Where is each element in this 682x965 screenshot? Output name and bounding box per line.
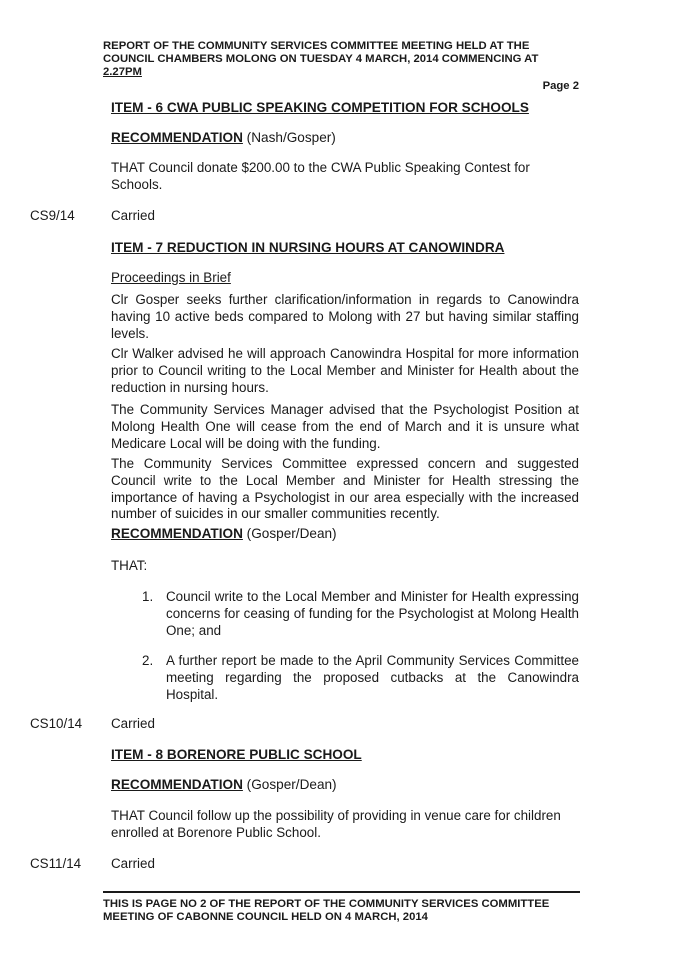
recommendation-label: RECOMMENDATION xyxy=(111,777,243,792)
item-8-recommendation xyxy=(111,777,581,792)
item-6-body-line-2: Schools. xyxy=(111,177,163,192)
item-7-outcome: Carried xyxy=(111,716,155,731)
item-6-body-line-1: THAT Council donate $200.00 to the CWA Public Speaking Contest for xyxy=(111,160,530,175)
item-8-body-line-1: THAT Council follow up the possibility of providing in venue care for children xyxy=(111,808,561,823)
item-7-resolution-number: CS10/14 xyxy=(30,716,83,731)
report-footer xyxy=(103,898,579,924)
recommendation-label: RECOMMENDATION xyxy=(111,130,243,145)
item-7-paragraph-3: The Community Services Manager advised that the Psychologist Position at Molong Health One will cease from the end of March and it is unsure what Medicare Local will be doing with the funding. xyxy=(111,402,579,451)
recommendation-label: RECOMMENDATION xyxy=(111,526,243,541)
item-6-heading: ITEM - 6 CWA PUBLIC SPEAKING COMPETITION FOR SCHOOLS xyxy=(111,100,529,115)
item-7-recommendation xyxy=(111,526,581,541)
item-6-recommendation xyxy=(111,130,581,145)
item-7-paragraph-1: Clr Gosper seeks further clarification/information in regards to Canowindra having 10 active beds compared to Molong with 27 but having similar staffing levels. xyxy=(111,292,579,341)
list-item-text: Council write to the Local Member and Minister for Health expressing concerns for ceasing of funding for the Psychologist at Molong Health One; and xyxy=(166,589,579,638)
item-7-paragraph-4: The Community Services Committee expressed concern and suggested Council write to the Local Member and Minister for Health stressing the importance of having a Psychologist in our area especially with the increased number of suicides in our smaller communities recently. xyxy=(111,456,579,522)
header-line-2: COUNCIL CHAMBERS MOLONG ON TUESDAY 4 MARCH, 2014 COMMENCING AT xyxy=(103,53,539,65)
item-7-paragraph-2: Clr Walker advised he will approach Canowindra Hospital for more information prior to Council writing to the Local Member and Minister for Health about the reduction in nursing hours. xyxy=(111,346,579,395)
item-6-resolution-number: CS9/14 xyxy=(30,208,75,223)
list-item-number: 2. xyxy=(142,653,154,668)
recommendation-movers: (Nash/Gosper) xyxy=(242,130,336,145)
item-8-heading: ITEM - 8 BORENORE PUBLIC SCHOOL xyxy=(111,747,362,762)
item-6-outcome: Carried xyxy=(111,208,155,223)
item-8-body-line-2: enrolled at Borenore Public School. xyxy=(111,825,321,840)
header-line-1: REPORT OF THE COMMUNITY SERVICES COMMITTEE MEETING HELD AT THE xyxy=(103,40,530,52)
item-7-that: THAT: xyxy=(111,558,148,573)
item-8-outcome: Carried xyxy=(111,856,155,871)
recommendation-movers: (Gosper/Dean) xyxy=(242,526,337,541)
list-item-number: 1. xyxy=(142,589,154,604)
footer-line-2: MEETING OF CABONNE COUNCIL HELD ON 4 MARCH, 2014 xyxy=(103,911,428,923)
list-item-text: A further report be made to the April Community Services Committee meeting regarding the proposed cutbacks at the Canowindra Hospital. xyxy=(166,653,579,702)
item-7-heading: ITEM - 7 REDUCTION IN NURSING HOURS AT CANOWINDRA xyxy=(111,240,505,255)
footer-line-1: THIS IS PAGE NO 2 OF THE REPORT OF THE COMMUNITY SERVICES COMMITTEE xyxy=(103,898,550,910)
page-number: Page 2 xyxy=(542,80,579,92)
item-8-resolution-number: CS11/14 xyxy=(30,856,82,871)
footer-divider xyxy=(103,891,580,893)
recommendation-movers: (Gosper/Dean) xyxy=(242,777,337,792)
item-7-subheading: Proceedings in Brief xyxy=(111,270,231,285)
header-line-3: 2.27PM xyxy=(103,66,142,78)
report-header xyxy=(103,40,579,79)
